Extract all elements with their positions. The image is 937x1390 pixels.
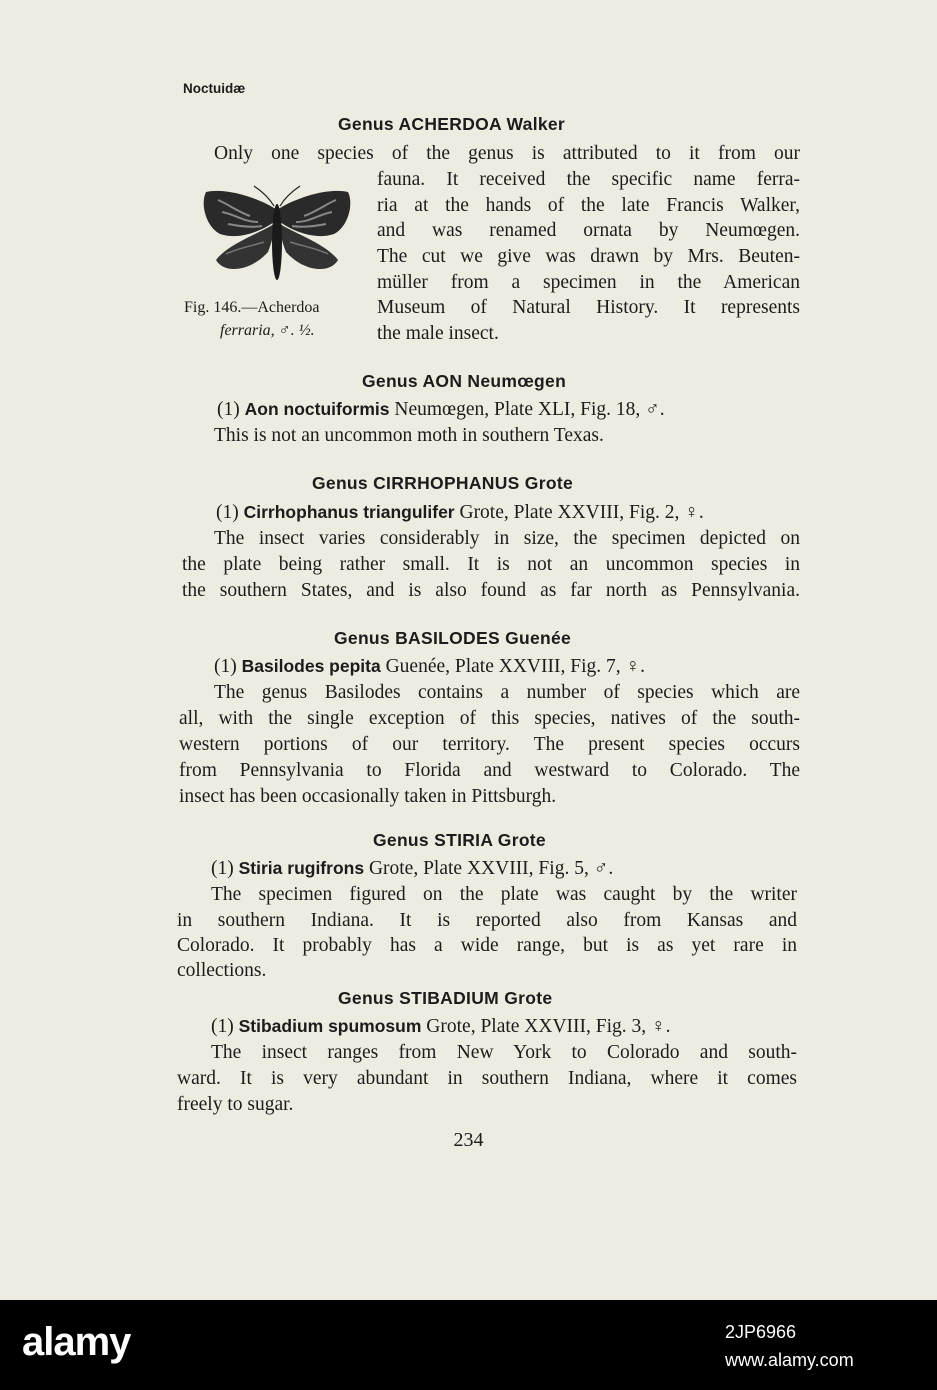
- stock-watermark-bar: [0, 1300, 937, 1390]
- text-line: the southern States, and is also found as far north as Pennsylvania.: [182, 580, 800, 601]
- genus-heading-stiria: Genus STIRIA Grote: [373, 830, 546, 850]
- text-line: the plate being rather small. It is not an uncommon species in: [182, 554, 800, 575]
- text-line: ward. It is very abundant in southern Indiana, where it comes: [177, 1068, 797, 1089]
- text-line: The genus Basilodes contains a number of species which are: [214, 682, 800, 703]
- genus-heading-cirrhophanus: Genus CIRRHOPHANUS Grote: [312, 473, 573, 493]
- site-url: www.alamy.com: [725, 1350, 854, 1370]
- text-line: fauna. It received the specific name ferra-: [377, 169, 800, 190]
- text-line: müller from a specimen in the American: [377, 272, 800, 293]
- text-line: Colorado. It probably has a wide range, but is as yet rare in: [177, 935, 797, 956]
- genus-heading-aon: Genus AON Neumœgen: [362, 371, 567, 391]
- text-line: Museum of Natural History. It represents: [377, 297, 800, 318]
- text-line: ria at the hands of the late Francis Walker,: [377, 195, 800, 216]
- figure-caption-line1: Fig. 146.—Acherdoa: [184, 299, 320, 316]
- species-entry: (1) Basilodes pepita Guenée, Plate XXVIII, Fig. 7, ♀.: [214, 656, 645, 677]
- text-line: The cut we give was drawn by Mrs. Beuten-: [377, 246, 800, 267]
- species-entry: (1) Aon noctuiformis Neumœgen, Plate XLI, Fig. 18, ♂.: [217, 399, 665, 420]
- species-entry: (1) Cirrhophanus triangulifer Grote, Plate XXVIII, Fig. 2, ♀.: [216, 502, 704, 523]
- text-line: This is not an uncommon moth in southern Texas.: [214, 425, 604, 446]
- page-number: 234: [453, 1129, 484, 1151]
- text-line: all, with the single exception of this species, natives of the south-: [179, 708, 800, 729]
- running-head: Noctuidæ: [183, 81, 246, 96]
- text-line: from Pennsylvania to Florida and westward to Colorado. The: [179, 760, 800, 781]
- text-line: western portions of our territory. The present species occurs: [179, 734, 800, 755]
- figure-caption-line2: ferraria, ♂. ½.: [220, 322, 315, 339]
- text-line: The insect varies considerably in size, the specimen depicted on: [214, 528, 800, 549]
- genus-heading-stibadium: Genus STIBADIUM Grote: [338, 988, 553, 1008]
- text-line: and was renamed ornata by Neumœgen.: [377, 220, 800, 241]
- text-line: The specimen figured on the plate was caught by the writer: [211, 884, 797, 905]
- species-entry: (1) Stiria rugifrons Grote, Plate XXVIII, Fig. 5, ♂.: [211, 858, 614, 879]
- text-line: freely to sugar.: [177, 1094, 294, 1115]
- moth-illustration: [198, 182, 356, 294]
- text-line: Only one species of the genus is attributed to it from our: [214, 143, 800, 164]
- moth-icon: [204, 186, 351, 280]
- genus-heading-acherdoa: Genus ACHERDOA Walker: [338, 114, 566, 134]
- genus-heading-basilodes: Genus BASILODES Guenée: [334, 628, 572, 648]
- text-line: in southern Indiana. It is reported also from Kansas and: [177, 910, 797, 931]
- text-line: insect has been occasionally taken in Pittsburgh.: [179, 786, 557, 807]
- text-line: the male insect.: [377, 323, 499, 344]
- brand-logo: alamy: [22, 1320, 131, 1364]
- image-code: 2JP6966: [725, 1322, 797, 1342]
- text-line: The insect ranges from New York to Colorado and south-: [211, 1042, 797, 1063]
- text-line: collections.: [177, 960, 267, 981]
- species-entry: (1) Stibadium spumosum Grote, Plate XXVIII, Fig. 3, ♀.: [211, 1016, 671, 1037]
